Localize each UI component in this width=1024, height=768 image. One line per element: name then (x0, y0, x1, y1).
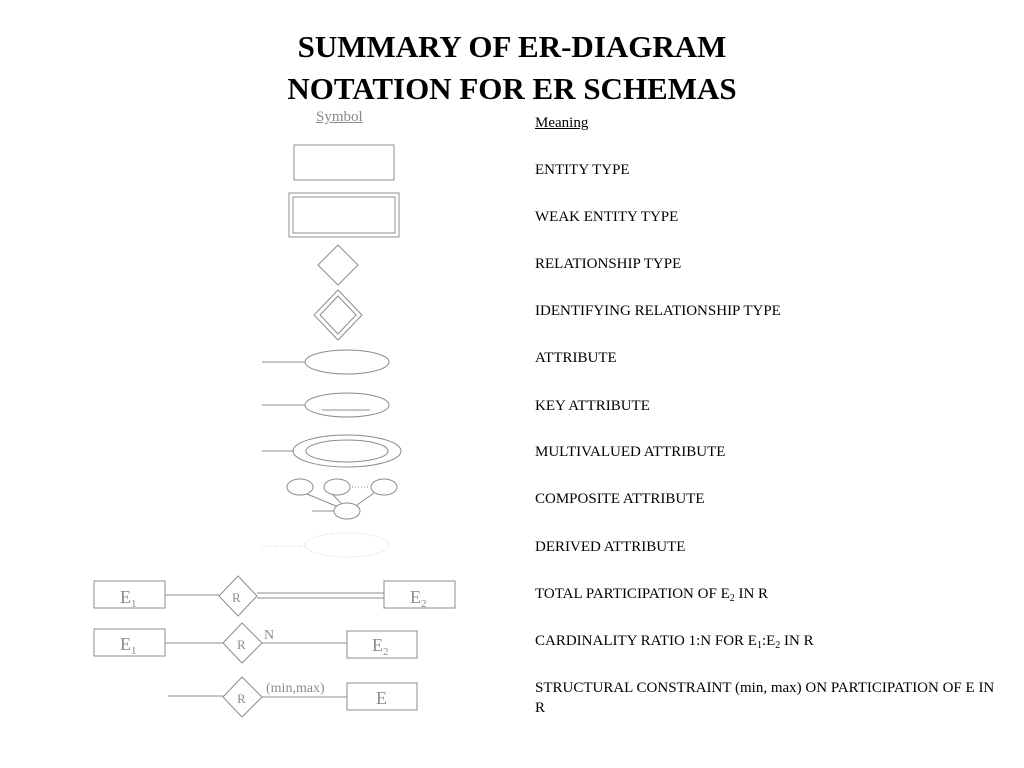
total-participation-symbol (94, 576, 455, 616)
symbol-column-header: Symbol (316, 109, 363, 125)
meaning-relationship-type: RELATIONSHIP TYPE (535, 256, 682, 272)
title-line-2: NOTATION FOR ER SCHEMAS (287, 71, 737, 106)
meaning-identifying-relationship-type: IDENTIFYING RELATIONSHIP TYPE (535, 303, 781, 319)
e2-label: $E_2$ (410, 587, 427, 610)
meaning-key-attribute: KEY ATTRIBUTE (535, 398, 650, 414)
min-max-label: (min,max) (266, 681, 325, 696)
derived-attribute-symbol (262, 533, 389, 557)
r-label: R (237, 691, 246, 706)
meaning-weak-entity-type: WEAK ENTITY TYPE (535, 209, 679, 225)
meaning-derived-attribute: DERIVED ATTRIBUTE (535, 539, 686, 555)
title-line-1: SUMMARY OF ER-DIAGRAM (297, 29, 727, 64)
e-label: E (376, 688, 387, 708)
e2-label: $E_2$ (372, 635, 389, 658)
e1-label: $E_1$ (120, 587, 137, 610)
meaning-composite-attribute: COMPOSITE ATTRIBUTE (535, 491, 705, 507)
multivalued-attribute-symbol (262, 435, 401, 467)
relationship-symbol (318, 245, 358, 285)
entity-symbol (294, 145, 394, 180)
key-attribute-symbol (262, 393, 389, 417)
meaning-entity-type: ENTITY TYPE (535, 162, 630, 178)
meaning-cardinality-ratio: CARDINALITY RATIO 1:N FOR $E_1:E_2$ IN R (535, 633, 814, 651)
r-label: R (237, 637, 246, 652)
composite-attribute-symbol (287, 479, 397, 519)
attribute-symbol (262, 350, 389, 374)
r-label: R (232, 590, 241, 605)
meaning-total-participation: TOTAL PARTICIPATION OF $E_2$ IN R (535, 586, 769, 604)
meaning-attribute: ATTRIBUTE (535, 350, 617, 366)
identifying-relationship-symbol (314, 290, 362, 340)
meaning-multivalued-attribute: MULTIVALUED ATTRIBUTE (535, 444, 726, 460)
meaning-structural-constraint: STRUCTURAL CONSTRAINT (min, max) ON PARTICIPATION OF E IN R (535, 680, 995, 716)
e1-label: $E_1$ (120, 634, 137, 657)
meaning-column-header: Meaning (535, 115, 589, 131)
cardinality-n-label: N (264, 628, 275, 643)
weak-entity-symbol (289, 193, 399, 237)
cardinality-symbol (94, 623, 417, 663)
